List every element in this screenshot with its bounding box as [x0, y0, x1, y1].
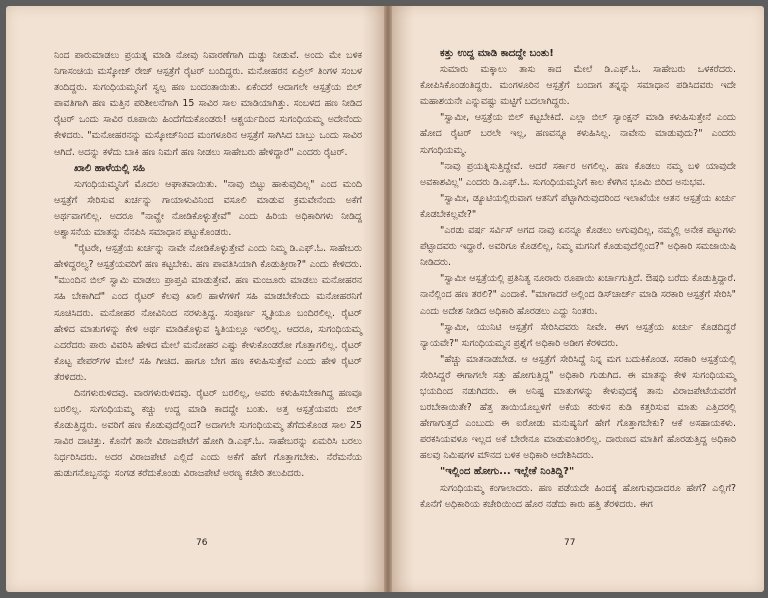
binding-shadow	[362, 6, 384, 592]
paragraph: "ಸ್ವಾಮೀ ಆಸ್ಪತ್ರೆಯಲ್ಲಿ ಪ್ರತಿನಿತ್ಯ ನೂರಾರು ರೂಪಾಯಿ ಖರ್ಚಾಗುತ್ತಿದೆ. ಔಷಧಿ ಬರೆದು ಕೊಡುತ್ತಿದ್ದಾರೆ. ನಾನೆಲ್ಲಿಂದ ಹಣ ತರಲಿ?" ಎಂದಾಕೆ. "ಮಾಗಾದರೆ ಅಲ್ಲಿಂದ ಡಿಸ್‌ಚಾರ್ಜ್ ಮಾಡಿ ಸರಕಾರಿ ಆಸ್ಪತ್ರೆಗೆ ಸೇರಿಸಿ" ಎಂದು ಅದೇಶ ನೀಡಿದ ಅಧಿಕಾರಿ ಹೊರಡಲು ಎದ್ದು ನಿಂತರು.	[420, 273, 736, 317]
paragraph: ಸುಗಂಧಿಯಮ್ಮನಿಗೆ ಮೊದಲ ಆಘಾತವಾಯಿತು. "ನಾವು ಬಿಟ್ಟು ಹಾಕುವುದಿಲ್ಲ" ಎಂದ ಮಂದಿ ಆಸ್ಪತ್ರೆಗೆ ಸೇರಿಸುವ ಖರ್ಚನ್ನು ಗಾಯಾಳುವಿನಿಂದ ವಸೂಲಿ ಮಾಡುವ ಕ್ರಮವೇನೆಂದು ಅಕೆಗೆ ಅರ್ಥವಾಗಲಿಲ್ಲ. ಅದರೂ "ನಾವ್ಹೇ ನೋಡಿಕೊಳ್ಳುತ್ತೇವೆ" ಎಂದು ಹಿರಿಯ ಅಧಿಕಾರಿಗಳು ನೀಡಿದ್ದ ಅಶ್ವಾಸನೆಯ ಮಾತನ್ನು ನೆನಪಿಸಿ ಸಮಾಧಾನ ಪಟ್ಟುಕೊಂಡರು.	[54, 178, 362, 239]
paragraph: "ಸ್ವಾಮೀ, ಯುನಿಟಿ ಆಸ್ಪತ್ರೆಗೆ ಸೇರಿಸಿದವರು ನೀವೇ. ಈಗ ಆಸ್ಪತ್ರೆಯ ಖರ್ಚು ಕೊಡದಿದ್ದರೆ ನ್ಯಾಯವೇ?" ಸುಗಂಧಿಯಮ್ಮನ ಪ್ರಶ್ನೆಗೆ ಅಧಿಕಾರಿ ಅಡೀಗ ಕೆರಳಿದರು.	[420, 321, 736, 349]
book-gutter	[384, 6, 392, 592]
closing-quote: "ಇಲ್ಲಿಂದ ಹೋಗು... ಇಲ್ಲೇಕೆ ನಿಂತಿದ್ದಿ?"	[440, 466, 575, 478]
left-page-text	[54, 48, 362, 483]
right-page-text	[420, 46, 736, 513]
paragraph: "ಎರಡು ವರ್ಷ ಸರ್ವಿಸ್ ಅಗದ ನಾವು ಏನನ್ನೂ ಕೊಡಲು ಅಗುವುದಿಲ್ಲ, ನಮ್ಮಲ್ಲಿ ಅನೇಕ ಪಟ್ಟುಗಳು ಪೆಟ್ಟಾದವರು ಇದ್ದಾರೆ. ಅವರಿಗೂ ಕೊಡಲಿಲ್ಲ, ನಿಮ್ಮ ಮಗನಿಗೆ ಕೊಡುವುದೆಲ್ಲಿಂದ?" ಅಧಿಕಾರಿ ಸಮಜಾಯಿಷಿ ನೀಡಿದರು.	[420, 225, 736, 269]
paragraph: ದಿನಗಳುರುಳಿದವು. ವಾರಗಳುರುಳಿದವು. ರೈಟರ್ ಬರಲಿಲ್ಲ, ಅವರು ಕಳುಹಿಸಬೇಕಾಗಿದ್ದ ಹಣವೂ ಬರಲಿಲ್ಲ. ಸುಗಂಧಿಯಮ್ಮ ಕಚ್ಚು ಉದ್ದ ಮಾಡಿ ಕಾದದ್ದೇ ಬಂತು. ಅತ್ತ ಆಸ್ಪತ್ರೆಯವರು ಬಿಲ್ ಕೊಡುತ್ತಿದ್ದರು. ಅವರಿಗೆ ಹಣ ಕೊಡುವುದೆಲ್ಲಿಂದ? ಅದಾಗಲೇ ಸುಗಂಧಿಯಮ್ಮ ತೆಗೆದುಕೊಂಡ ಸಾಲ 25 ಸಾವಿರ ದಾಟಿತ್ತು. ಕೊನೆಗೆ ತಾನೇ ವಿರಾಜಪೇಟೆಗೆ ಹೋಗಿ ಡಿ.ಎಫ್.ಓ. ಸಾಹೇಬರನ್ನು ಏಮರಿಸಿ ಬರಲು ನಿರ್ಧರಿಸಿದರು. ಅದರ ವಿರಾಜಪೇಟೆ ಎಲ್ಲಿದೆ ಎಂದು ಅಕೆಗೆ ಹೇಗೆ ಗೊತ್ತಾಗಬೇಕು. ನೆರೆಮನೆಯ ಹುಡುಗನೊಬ್ಬನನ್ನು ಸಂಗಡ ಕರೆದುಕೊಂಡು ವಿರಾಜಪೇಟೆ ಅರಣ್ಯ ಕಚೇರಿ ತಲುಪಿದರು.	[54, 387, 362, 480]
paragraph: "ರೈಟರೇ, ಆಸ್ಪತ್ರೆಯ ಖರ್ಚನ್ನು ನಾವೇ ನೋಡಿಕೊಳ್ಳುತ್ತೇವೆ ಎಂದು ನಿಮ್ಮ ಡಿ.ಎಫ್.ಓ. ಸಾಹೇಬರು ಹೇಳಿದ್ದರಲ್ವ? ಆಸ್ಪತ್ರೆಯವರಿಗೆ ಹಣ ಕಟ್ಟಬೇಕು. ಹಣ ಪಾವತಿಸಿಯಾಗಿ ಕೊಡುತ್ತೀರಾ?" ಎಂದು ಕೇಳಿದರು. "ಮುಂದಿನ ಬಿಲ್ ಸ್ವಾಮಿ ಮಾಡಲು ಪ್ರಾಪ್ತವಿ ಮಾಡುತ್ತೇವೆ. ಹಣ ಮಂಜೂರು ಮಾಡಲು ಮನೋಹರನ ಸಹಿ ಬೇಕಾಗಿದೆ" ಎಂದ ರೈಟರ್ ಕೆಲವು ಖಾಲಿ ಹಾಳೆಗಳಿಗೆ ಸಹಿ ಮಾಡಬೇಕೆಂದು ಮನೋಹರನಿಗೆ ಸೂಚಿಸಿದರು. ಮನೋಹರ ನೋವಿನಿಂದ ನರಳುತ್ತಿದ್ದ. ಸಂಪೂರ್ಣ ಸ್ಮೃತಿಯೂ ಬಂದಿರಲಿಲ್ಲ. ರೈಟರ್ ಹೇಳಿದ ಮಾತುಗಳನ್ನು ಕೇಳಿ ಅರ್ಥ ಮಾಡಿಕೊಳ್ಳುವ ಸ್ಥಿತಿಯಲ್ಲೂ ಇರಲಿಲ್ಲ. ಆದರೂ, ಸುಗಂಧಿಯಮ್ಮ ಎದರೆದರು ಪಾರು ವಿವರಿಸಿ ಹೇಳಿದ ಮೇಲೆ ಮನೋಹರ ಎಷ್ಟು ಕೇಳುಕೊಂಡರೋ ಗೊತ್ತಾಗಲಿಲ್ಲ. ರೈಟರ್ ಕೊಟ್ಟ ಪೇಪರ್‌ಗಳ ಮೇಲೆ ಸಹಿ ಗೀಚಿದ. ಹಾಗೂ ಬೇಗ ಹಣ ಕಳುಹಿಸುತ್ತೇವೆ ಎಂದು ಹೇಳಿ ರೈಟರ್ ತೆರಳಿದರು.	[54, 243, 362, 383]
paragraph: ಸುಮಾರು ಮಕ್ಕಾಲು ತಾಸು ಕಾದ ಮೇಲೆ ಡಿ.ಎಫ್.ಓ. ಸಾಹೇಬರು ಒಳಕರೆದರು. ಕೋಪಿಸಿಕೊಂಡಂತಿದ್ದರು. ಮಂಗಳೂರಿನ ಆಸ್ಪತ್ರೆಗೆ ಬಂದಾಗ ತನ್ನನ್ನು ಸಮಾಧಾನ ಪಡಿಸಿದವರು ಇದೇ ಮಹಾಶಯನೇ ಎನ್ನುವಷ್ಟು ಮಟ್ಟಿಗೆ ಬದಲಾಗಿದ್ದರು.	[420, 64, 736, 108]
paragraph: "ನಾವು ಪ್ರಯತ್ನಿಸುತ್ತಿದ್ದೇವೆ. ಆದರೆ ಸರ್ಕಾರ ಅಗಲಿಲ್ಲ. ಹಣ ಕೊಡಲು ನಮ್ಮ ಬಳಿ ಯಾವುದೇ ಅವಕಾಶವಿಲ್ಲ" ಎಂದರು ಡಿ.ಎಫ್.ಓ. ಸುಗಂಧಿಯಮ್ಮನಿಗೆ ಕಾಲ ಕೆಳಗಿನ ಭೂಮಿ ಬಿರಿದ ಅನುಭವ.	[420, 160, 736, 188]
section-heading: ಕತ್ತು ಉದ್ದ ಮಾಡಿ ಕಾದದ್ದೇ ಬಂತು!	[440, 48, 554, 59]
binding-shadow	[392, 6, 414, 592]
paragraph: ಸುಗಂಧಿಯಮ್ಮ ಕಂಗಾಲಾದರು. ಹಣ ಪಡೆಯದೇ ಹಿಂದಕ್ಕೆ ಹೋಗುವುದಾದರೂ ಹೇಗೆ? ಎಲ್ಲಿಗೆ? ಕೊನೆಗೆ ಅಧಿಕಾರಿಯ ಕಚೇರಿಯಿಂದ ಹೊರ ನಡೆದು ಕಾರು ಹತ್ತಿ ತೆರಳಿದರು. ಈಗ	[420, 482, 736, 510]
paragraph: "ಸ್ವಾಮೀ, ಡ್ಯೂಟಿಯಲ್ಲಿರುವಾಗ ಆತನಿಗೆ ಪೆಟ್ಟಾಗಿರುವುದರಿಂದ ಇಲಾಖೆಯೇ ಆತನ ಆಸ್ಪತ್ರೆಯ ಖರ್ಚು ಕೊಡಬೇಕಲ್ಲವೇ?"	[420, 192, 736, 220]
section-heading: ಖಾಲಿ ಹಾಳೆಯಲ್ಲಿ ಸಹಿ	[74, 162, 146, 174]
right-page	[392, 6, 764, 592]
paragraph: "ಸ್ವಾಮೀ, ಆಸ್ಪತ್ರೆಯ ಬಿಲ್ ಕಟ್ಟಬೇಕಿದೆ. ಎಲ್ಲಾ ಬಿಲ್ ಸ್ಯಾಂಕ್ಷನ್ ಮಾಡಿ ಕಳುಹಿಸುತ್ತೇನೆ ಎಂದು ಹೋದ ರೈಟರ್ ಬರಲೇ ಇಲ್ಲ, ಹಣವನ್ನೂ ಕಳುಹಿಸಿಲ್ಲ. ನಾವೇನು ಮಾಡುವುದು?" ಎಂದರು ಸುಗಂಧಿಯಮ್ಮ.	[420, 112, 736, 156]
paragraph: ನಿಂದ ಪಾರುಮಾಡಲು ಪ್ರಯತ್ನ ಮಾಡಿ ನೋವು ನಿವಾರಣೆಗಾಗಿ ದುಡ್ಡು ನೀಡುವೆ. ಅಂದು ಮೇ ಬಳಿಕ ನಿಗಾಸಂಚಿಯ ಮಸ್ಕೋಜ್ ರೇಜ್ ಆಸ್ಪತ್ರೆಗೆ ರೈಟರ್ ಬಂದಿದ್ದರು. ಮನೋಹರನ ಏಪ್ರಿಲ್ ತಿಂಗಳ ಸಂಬಳ ತಂದಿದ್ದರು. ಸುಗಂಧಿಯಮ್ಮನಿಗೆ ಸ್ವಲ್ಪ ಹಣ ಬಂದಂತಾಯಿತು. ಏಕೆಂದರೆ ಆದಾಗಲೇ ಆಸ್ಪತ್ರೆಯ ಬಿಲ್ ಪಾವತಿಗಾಗಿ ಹಣ ಮತ್ತಿನ ಪರಿಶೀಲನೆಗಾಗಿ 15 ಸಾವಿರ ಸಾಲ ಮಾಡಿಯಾಗಿತ್ತು. ಸಂಬಳದ ಹಣ ನೀಡಿದ ರೈಟರ್ ಒಂದು ಸಾವಿರ ರೂಪಾಯಿ ಹಿಂದೆಗೆದುಕೊಂಡರು! ಆಶ್ಚರ್ಯದಿಂದ ಸುಗಂಧಿಯಮ್ಮ ಅದೇನೆಂದು ಕೇಳಿದರು. "ಮನೋಹರನನ್ನು ಮಸ್ಕೋಜ್‌ನಿಂದ ಮಂಗಳೂರಿನ ಆಸ್ಪತ್ರೆಗೆ ಸಾಗಿಸಿದ ಬಾಬ್ತು ಒಂದು ಸಾವಿರ ಆಗಿದೆ. ಅದನ್ನು ಕಳೆದು ಬಾಕಿ ಹಣ ನಿಮಗೆ ಹಣ ನೀಡಲು ಸಾಹೇಬರು ಹೇಳಿದ್ದಾರೆ" ಎಂದರು ರೈಟರ್.	[54, 50, 362, 158]
page-number: 76	[196, 538, 208, 548]
paragraph: "ಹೆಚ್ಚು ಮಾತನಾಡಬೇಡ. ಆ ಆಸ್ಪತ್ರೆಗೆ ಸೇರಿಸಿದ್ದೆ ನಿನ್ನ ಮಗ ಬದುಕಿಕೊಂಡ. ಸರಕಾರಿ ಆಸ್ಪತ್ರೆಯಲ್ಲಿ ಸೇರಿಸಿದ್ದರೆ ಈಗಾಗಲೇ ಸತ್ತು ಹೋಗುತ್ತಿದ್ದ" ಅಧಿಕಾರಿ ಗುಡುಗಿದ. ಈ ಮಾತನ್ನು ಕೇಳಿ ಸುಗಂಧಿಯಮ್ಮ ಭಯದಿಂದ ನಡುಗಿದರು. ಈ ಅನಿಷ್ಟ ಮಾತುಗಳನ್ನು ಕೇಳುವುದಕ್ಕೆ ತಾನು ವಿರಾಜಪೇಟೆಯವರೆಗೆ ಬರಬೇಕಾಯಿತೇ? ಹೆತ್ತ ತಾಯಿಯೊಬ್ಬಳಿಗೆ ಅಕೆಯ ಕರುಳಿನ ಕುಡಿ ಕತ್ತರಿಸುವ ಮಾತು ಎತ್ತಿದರಲ್ಲಿ ಹೇಗಾಗುತ್ತದೆ ಎಂಬುದು ಈ ಐರೋಡು ಮನುಷ್ಯನಿಗೆ ಹೇಗೆ ಗೊತ್ತಾಗಬೇಕು? ಆಕೆ ಅಸಹಾಯಕಳು. ಪರಕಸಿಯವಳೂ ಇಲ್ಲದ ಅಕೆ ಬೇರೇನೂ ಮಾಡುವಂತಿರಲಿಲ್ಲ. ದಾರುಣದ ಮಾತಿಗೆ ಹೊರಡುತ್ತಿದ್ದ ಅಧಿಕಾರಿ ಹಲವು ನಿಮಿಷಗಳ ಮೌನದ ಬಳಿಕ ಅಧಿಕಾರಿ ಆದೇಶಿಸಿದರು.	[420, 353, 736, 462]
left-page	[6, 6, 384, 592]
page-number: 77	[564, 538, 576, 548]
